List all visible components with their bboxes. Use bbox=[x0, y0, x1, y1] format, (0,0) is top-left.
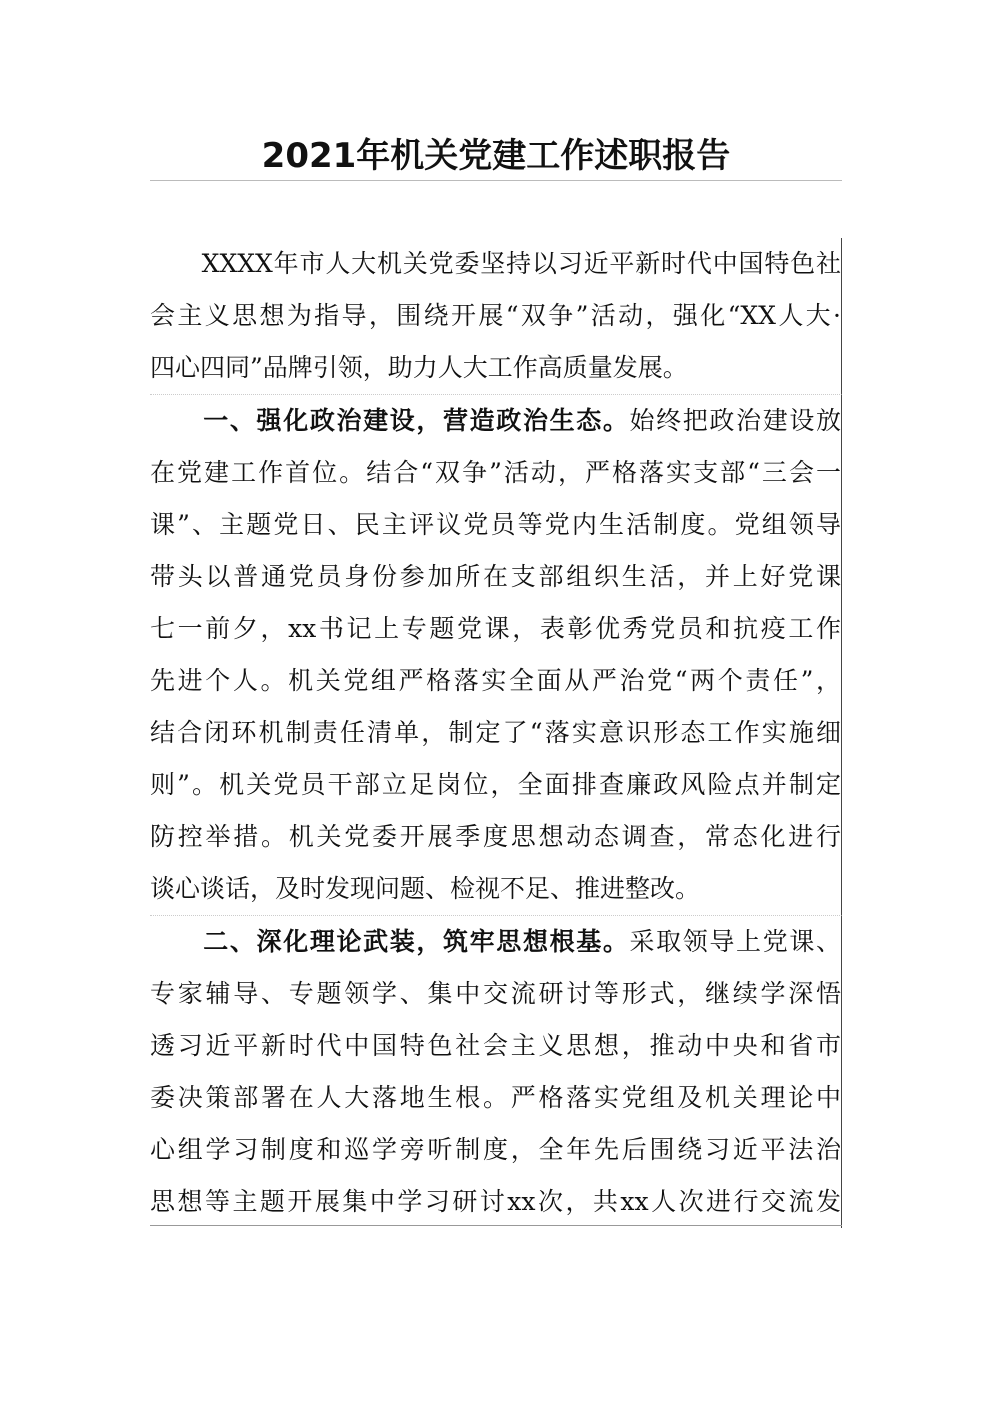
text-run: 采取领导上党课、 bbox=[629, 927, 841, 956]
text-line: 防控举措。机关党委开展季度思想动态调查，常态化进行 bbox=[150, 822, 841, 851]
text-line: 四心四同”品牌引领，助力人大工作高质量发展。 bbox=[150, 353, 688, 382]
section-heading: 二、深化理论武装，筑牢思想根基。 bbox=[150, 927, 630, 956]
text-line: 课”、主题党日、民主评议党员等党内生活制度。党组领导 bbox=[150, 510, 841, 539]
paragraph-political-building bbox=[150, 394, 842, 915]
text-line bbox=[150, 916, 841, 968]
text-line: 七一前夕，xx书记上专题党课，表彰优秀党员和抗疫工作 bbox=[150, 614, 841, 643]
text-line: 委决策部署在人大落地生根。严格落实党组及机关理论中 bbox=[150, 1083, 841, 1112]
page-bottom-divider bbox=[150, 1225, 842, 1226]
text-line bbox=[150, 395, 841, 447]
text-line: 谈心谈话，及时发现问题、检视不足、推进整改。 bbox=[150, 874, 701, 903]
text-line: 先进个人。机关党组严格落实全面从严治党“两个责任”， bbox=[150, 666, 841, 695]
text-line: 带头以普通党员身份参加所在支部组织生活，并上好党课 bbox=[150, 562, 841, 591]
section-heading: 一、强化政治建设，营造政治生态。 bbox=[150, 406, 630, 435]
document-body bbox=[150, 238, 842, 1228]
text-line: 会主义思想为指导，围绕开展“双争”活动，强化“XX人大· bbox=[150, 301, 841, 330]
text-line: 透习近平新时代中国特色社会主义思想，推动中央和省市 bbox=[150, 1031, 841, 1060]
text-line: 心组学习制度和巡学旁听制度，全年先后围绕习近平法治 bbox=[150, 1135, 841, 1164]
page-title: 2021年机关党建工作述职报告 bbox=[261, 136, 731, 176]
paragraph-intro bbox=[150, 238, 842, 394]
text-line: 思想等主题开展集中学习研讨xx次，共xx人次进行交流发 bbox=[150, 1187, 841, 1216]
paragraph-theory-study bbox=[150, 915, 842, 1228]
text-line: 在党建工作首位。结合“双争”活动，严格落实支部“三会一 bbox=[150, 458, 841, 487]
text-run: 始终把政治建设放 bbox=[629, 406, 841, 435]
text-line: 则”。机关党员干部立足岗位，全面排查廉政风险点并制定 bbox=[150, 770, 841, 799]
title-divider bbox=[150, 180, 842, 181]
text-line: 结合闭环机制责任清单，制定了“落实意识形态工作实施细 bbox=[150, 718, 841, 747]
text-line: XXXX年市人大机关党委坚持以习近平新时代中国特色社 bbox=[150, 249, 841, 278]
text-line: 专家辅导、专题领学、集中交流研讨等形式，继续学深悟 bbox=[150, 979, 841, 1008]
